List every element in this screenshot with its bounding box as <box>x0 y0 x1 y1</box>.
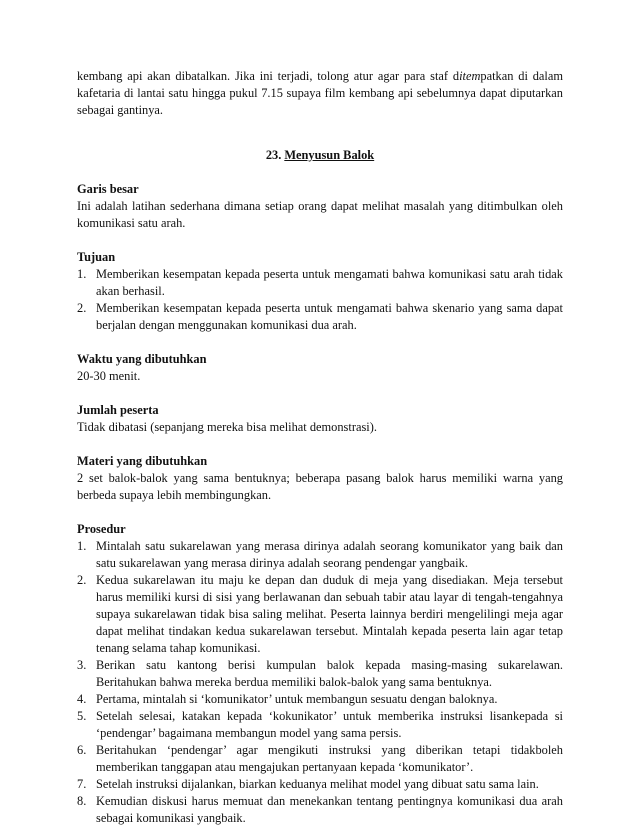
list-item: 3. Berikan satu kantong berisi kumpulan balok kepada masing-masing sukarelawan. Beritahukan bahwa mereka berdua memiliki balok-balok yang sama bentuknya. <box>77 658 563 689</box>
intro-paragraph: kembang api akan dibatalkan. Jika ini terjadi, tolong atur agar para staf ditempatkan di dalam kafetaria di lantai satu hingga pukul 7.15 supaya film kembang api sebelumnya dapat diputarkan sebagai gantinya. <box>77 69 564 117</box>
document-page <box>77 68 563 827</box>
outline-text: Ini adalah latihan sederhana dimana setiap orang dapat melihat masalah yang ditimbulkan oleh komunikasi satu arah. <box>77 199 563 230</box>
procedure-heading: Prosedur <box>77 522 126 536</box>
list-item: 4. Pertama, mintalah si ‘komunikator’ untuk membangun sesuatu dengan baloknya. <box>77 692 498 706</box>
procedure-list <box>77 538 563 827</box>
list-item: 7. Setelah instruksi dijalankan, biarkan keduanya melihat model yang dibuat satu sama lain. <box>77 777 539 791</box>
outline-heading: Garis besar <box>77 182 139 196</box>
list-item: 5. Setelah selesai, katakan kepada ‘kokunikator’ untuk memberika instruksi lisankepada si ‘pendengar’ bagaimana membangun model yang sama persis. <box>77 709 563 740</box>
title-number: 23. <box>265 148 282 162</box>
time-text: 20-30 menit. <box>77 369 141 383</box>
section-title <box>77 147 563 164</box>
list-item: 2. Memberikan kesempatan kepada peserta untuk mengamati bahwa skenario yang sama dapat berjalan dengan menggunakan komunikasi dua arah. <box>77 301 563 332</box>
list-item: 1. Mintalah satu sukarelawan yang merasa dirinya adalah seorang komunikator yang baik dan satu sukarelawan yang merasa dirinya adalah seorang pendengar yangbaik. <box>77 539 563 570</box>
list-item: 8. Kemudian diskusi harus memuat dan menekankan tentang pentingnya komunikasi dua arah sebagai komunikasi yangbaik. <box>77 794 563 825</box>
participants-text: Tidak dibatasi (sepanjang mereka bisa melihat demonstrasi). <box>77 420 377 434</box>
materials-text: 2 set balok-balok yang sama bentuknya; beberapa pasang balok harus memiliki warna yang berbeda supaya lebih membingungkan. <box>77 471 563 502</box>
intro-italic-fragment: item <box>459 69 481 83</box>
goals-list <box>77 266 563 334</box>
list-item: 2. Kedua sukarelawan itu maju ke depan dan duduk di meja yang disediakan. Meja tersebut harus memiliki kursi di sisi yang berlawanan dan sebuah tabir atau layar di tengah-tengahnya supaya sukarelawan tidak bisa saling melihat. Peserta lainnya berdiri mengelilingi meja agar dapat melihat tindakan kedua sukarelawan tersebut. Mintalah kepada peserta lain agar tetap tenang selama tahap komunikasi. <box>77 573 563 655</box>
title-text: Menyusun Balok <box>284 148 375 162</box>
list-item: 1. Memberikan kesempatan kepada peserta untuk mengamati bahwa komunikasi satu arah tidak akan berhasil. <box>77 267 563 298</box>
materials-heading: Materi yang dibutuhkan <box>77 454 208 468</box>
goals-heading: Tujuan <box>77 250 116 264</box>
list-item: 6. Beritahukan ‘pendengar’ agar mengikuti instruksi yang diberikan tetapi tidakboleh memberikan tanggapan atau mengajukan pertanyaan kepada ‘komunikator’. <box>77 743 563 774</box>
time-heading: Waktu yang dibutuhkan <box>77 352 207 366</box>
participants-heading: Jumlah peserta <box>77 403 159 417</box>
